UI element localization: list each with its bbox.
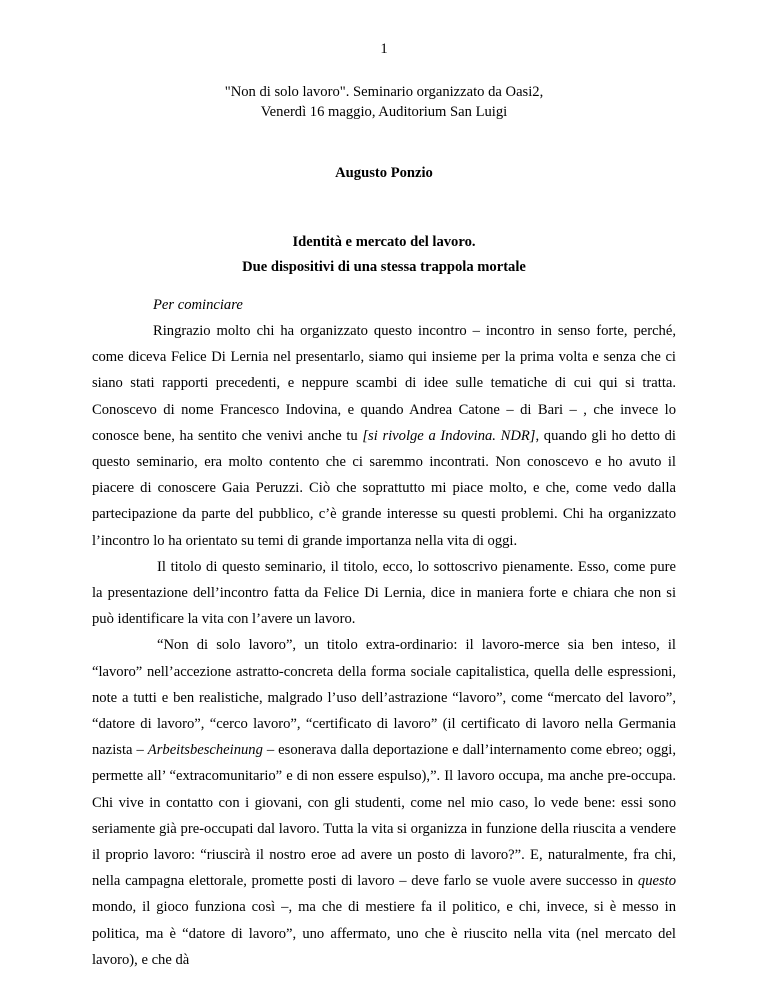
paragraph-3-text-a: “Non di solo lavoro”, un titolo extra-ordinario: il lavoro-merce sia ben inteso, il “lavoro” nell’accezione astratto-concreta della forma sociale capitalistica, quella delle espressioni, note a tutti e ben realistiche, malgrado l’uso dell’astrazione “lavoro”, come “mercato del lavoro”, “datore di lavoro”, “cerco lavoro”, “certificato di lavoro” (il certificato di lavoro nella Germania nazista – bbox=[92, 637, 676, 759]
seminar-header bbox=[0, 82, 768, 122]
editorial-note: [si rivolge a Indovina. NDR] bbox=[362, 427, 536, 444]
title-line-2: Due dispositivi di una stessa trappola mortale bbox=[242, 259, 526, 275]
page-number: 1 bbox=[380, 41, 388, 57]
paragraph-1 bbox=[92, 318, 676, 554]
paragraph-1-text-c: , quando gli ho detto di questo seminario, era molto contento che ci saremmo incontrati. Non conoscevo e ho avuto il piacere di conoscere Gaia Peruzzi. Ciò che soprattutto mi piace molto, e che, come vedo dalla partecipazione da parte del pubblico, c’è grande interesse su questi problemi. Chi ha organizzato l’incontro lo ha orientato su temi di grande importanza nella vita di oggi. bbox=[92, 427, 676, 549]
paragraph-3 bbox=[92, 632, 676, 973]
section-heading: Per cominciare bbox=[153, 297, 243, 313]
author-name: Augusto Ponzio bbox=[335, 165, 433, 181]
paragraph-3-text-c: – esonerava dalla deportazione e dall’internamento come ebreo; oggi, permette all’ “extracomunitario” e di non essere espulso),”. Il lavoro occupa, ma anche pre-occupa. Chi vive in contatto con i giovani, con gli studenti, come nel mio caso, lo vede bene: essi sono seriamente già pre-occupati dal lavoro. Tutta la vita si organizza in funzione della riuscita a vendere il proprio lavoro: “riuscirà il nostro eroe ad avere un posto di lavoro?”. E, naturalmente, fra chi, nella campagna elettorale, promette posti di lavoro – deve farlo se vuole avere successo in bbox=[92, 742, 676, 890]
title-line-1: Identità e mercato del lavoro. bbox=[292, 234, 476, 250]
body-text bbox=[92, 318, 676, 973]
header-line-2: Venerdì 16 maggio, Auditorium San Luigi bbox=[260, 104, 508, 120]
paragraph-3-text-e: mondo, il gioco funziona così –, ma che di mestiere fa il politico, e chi, invece, si è messo in politica, ma è “datore di lavoro”, uno affermato, uno che è riuscito nella vita (nel mercato del lavoro), e che dà bbox=[92, 899, 676, 968]
emphasized-word: questo bbox=[637, 873, 676, 890]
header-line-1: "Non di solo lavoro". Seminario organizzato da Oasi2, bbox=[224, 84, 544, 100]
paragraph-1-text-a: Ringrazio molto chi ha organizzato questo incontro – incontro in senso forte, perché, come diceva Felice Di Lernia nel presentarlo, siamo qui insieme per la prima volta e senza che ci siano stati rapporti precedenti, e neppure scambi di idee sulle tematiche di cui qui si tratta. Conoscevo di nome Francesco Indovina, e quando Andrea Catone – di Bari – , che invece lo conosce bene, ha sentito che venivi anche tu bbox=[92, 323, 676, 444]
paragraph-2: Il titolo di questo seminario, il titolo, ecco, lo sottoscrivo pienamente. Esso, come pure la presentazione dell’incontro fatta da Felice Di Lernia, dice in maniera forte e chiara che non si può identificare la vita con l’avere un lavoro. bbox=[92, 558, 676, 628]
document-title bbox=[0, 230, 768, 280]
german-term: Arbeitsbescheinung bbox=[147, 742, 263, 759]
